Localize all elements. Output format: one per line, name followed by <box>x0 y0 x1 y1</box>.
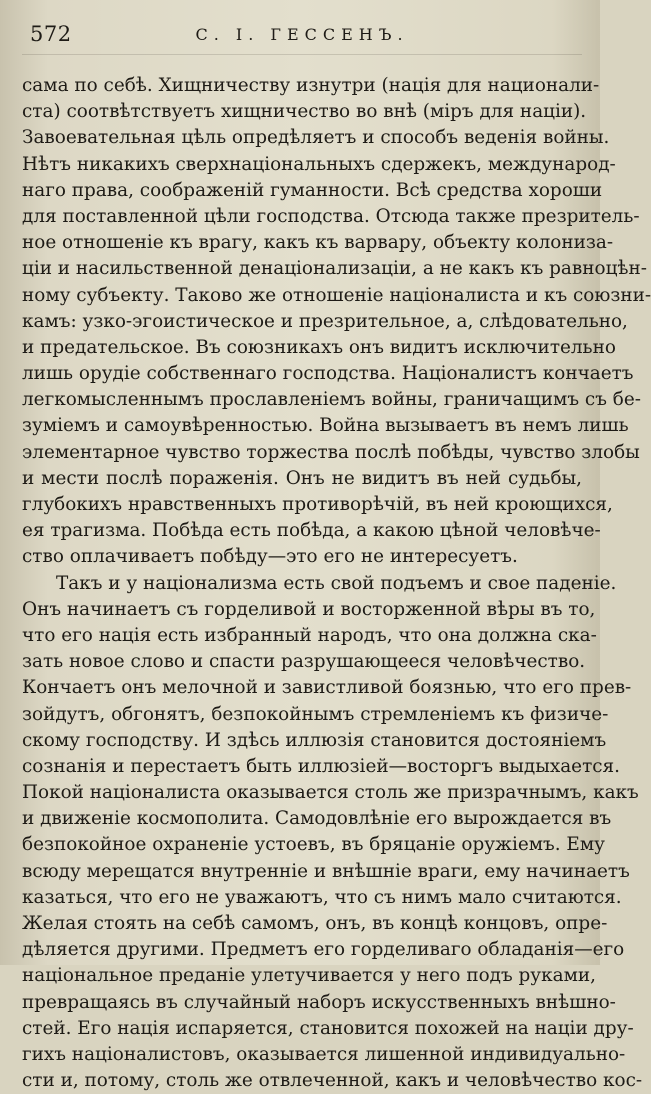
text-line: превращаясь въ случайный наборъ искусственныхъ внѣшно- <box>22 991 616 1013</box>
text-line: сознанія и перестаетъ быть иллюзіей—восторгъ выдыхается. <box>22 755 620 777</box>
text-line: Покой націоналиста оказывается столь же призрачнымъ, какъ <box>22 782 639 804</box>
text-line: лишь орудіе собственнаго господства. Націоналистъ кончаетъ <box>22 363 634 385</box>
text-line: ному субъекту. Таково же отношеніе націоналиста и къ союзни- <box>22 284 651 306</box>
text-line: что его нація есть избранный народъ, что она должна ска- <box>22 624 597 646</box>
text-line: ея трагизма. Побѣда есть побѣда, а какою цѣной человѣче- <box>22 520 601 542</box>
text-line: Такъ и у націонализма есть свой подъемъ и свое паденіе. <box>56 572 617 594</box>
text-line: Нѣтъ никакихъ сверхнаціональныхъ сдержекъ, международ- <box>22 153 616 175</box>
text-line: Онъ начинаетъ съ горделивой и восторженной вѣры въ то, <box>22 598 596 620</box>
text-line: ное отношеніе къ врагу, какъ къ варвару, объекту колониза- <box>22 232 614 254</box>
paragraph-1 <box>22 73 651 571</box>
running-head: С. I. ГЕССЕНЪ. <box>195 25 409 44</box>
text-line: всюду мерещатся внутренніе и внѣшніе враги, ему начинаетъ <box>22 860 630 882</box>
text-line: Кончаетъ онъ мелочной и завистливой боязнью, что его прев- <box>22 677 632 699</box>
text-line: ста) соотвѣтствуетъ хищничество во внѣ (міръ для націи). <box>22 101 587 123</box>
text-line: дѣляется другими. Предметъ его горделиваго обладанія—его <box>22 939 625 961</box>
text-line: ство оплачиваетъ побѣду—это его не интересуетъ. <box>22 546 518 568</box>
text-line: для поставленной цѣли господства. Отсюда также презритель- <box>22 205 640 227</box>
page-header <box>22 12 582 55</box>
text-line: сти и, потому, столь же отвлеченной, какъ и человѣчество кос- <box>22 1070 643 1092</box>
text-line: наго права, соображеній гуманности. Всѣ средства хороши <box>22 179 603 201</box>
text-line: легкомысленнымъ прославленіемъ войны, граничащимъ съ бе- <box>22 389 641 411</box>
text-line: безпокойное охраненіе устоевъ, въ бряцаніе оружіемъ. Ему <box>22 834 605 856</box>
text-line: національное преданіе улетучивается у него подъ руками, <box>22 965 596 987</box>
paragraph-2 <box>22 571 643 1094</box>
text-line: и предательское. Въ союзникахъ онъ видитъ исключительно <box>22 336 616 358</box>
text-line: зуміемъ и самоувѣренностью. Война вызываетъ въ немъ лишь <box>22 415 629 437</box>
text-line: скому господству. И здѣсь иллюзія становится достояніемъ <box>22 729 607 751</box>
text-line: Желая стоять на себѣ самомъ, онъ, въ концѣ концовъ, опре- <box>22 913 608 934</box>
text-line: и движеніе космополита. Самодовлѣніе его вырождается въ <box>22 808 612 830</box>
text-line: ціи и насильственной денаціонализаціи, а не какъ къ равноцѣн- <box>22 258 647 280</box>
text-line: сама по себѣ. Хищничеству изнутри (нація для национали- <box>22 75 600 96</box>
text-line: глубокихъ нравственныхъ противорѣчій, въ ней кроющихся, <box>22 494 613 515</box>
text-line: казаться, что его не уважаютъ, что съ нимъ мало считаются. <box>22 886 622 908</box>
text-line: зойдутъ, обгонятъ, безпокойнымъ стремленіемъ къ физиче- <box>22 703 609 725</box>
text-line: стей. Его нація испаряется, становится похожей на націи дру- <box>22 1017 634 1039</box>
text-line: элементарное чувство торжества послѣ побѣды, чувство злобы <box>22 441 640 463</box>
text-line: камъ: узко-эгоистическое и презрительное, а, слѣдовательно, <box>22 310 628 332</box>
page-number: 572 <box>30 22 72 46</box>
text-line: Завоевательная цѣль опредѣляетъ и способъ веденія войны. <box>22 127 610 149</box>
text-line: и мести послѣ пораженія. Онъ не видитъ въ ней судьбы, <box>22 467 582 489</box>
body-text <box>22 73 651 1094</box>
text-line: гихъ націоналистовъ, оказывается лишенной индивидуально- <box>22 1043 626 1065</box>
text-line: зать новое слово и спасти разрушающееся человѣчество. <box>22 651 586 673</box>
